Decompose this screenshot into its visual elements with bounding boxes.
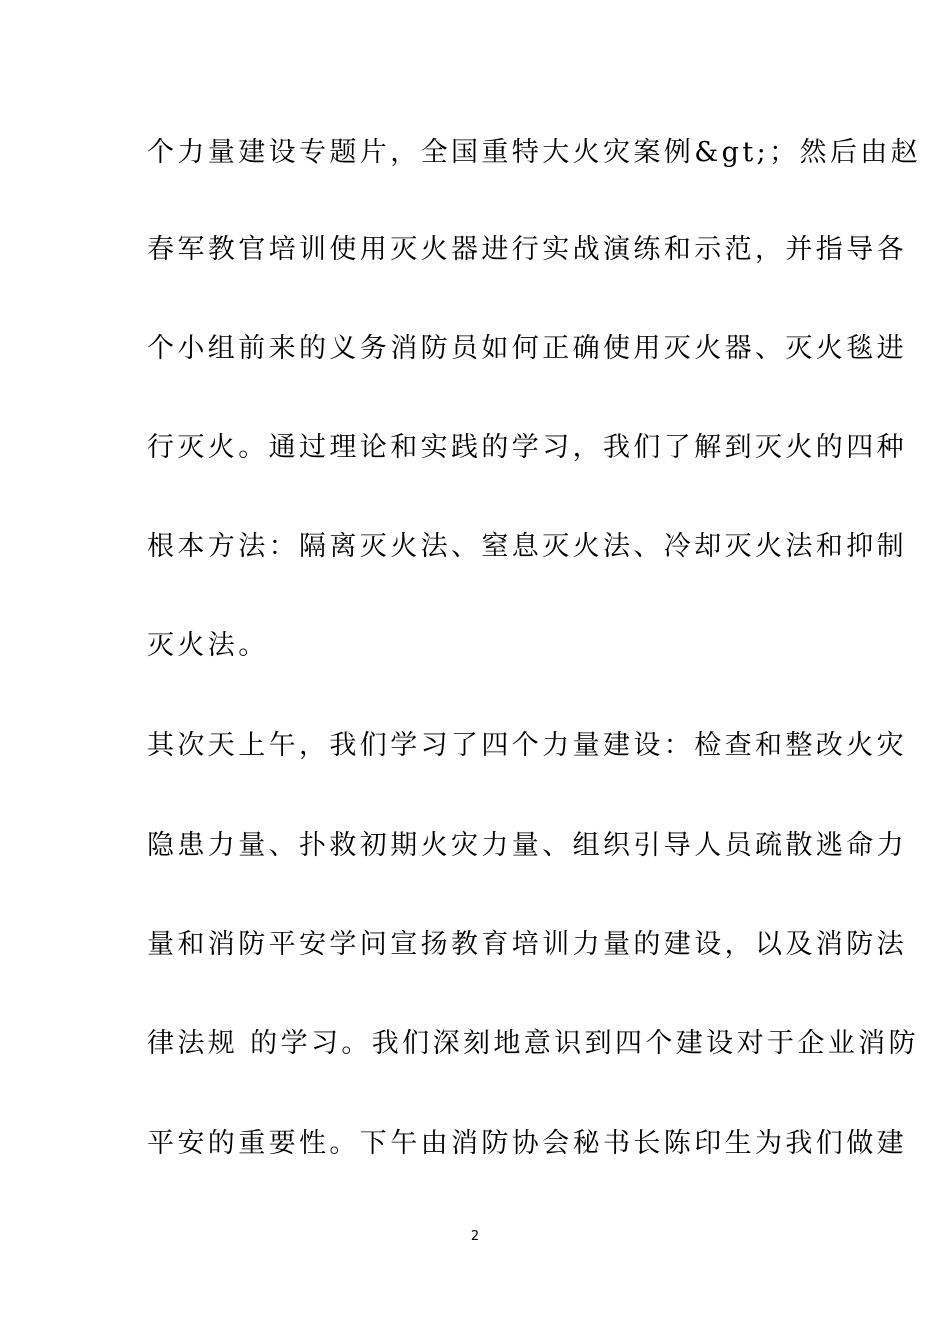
- text-line: 个小组前来的义务消防员如何正确使用灭火器、灭火毯进: [147, 333, 907, 364]
- text-line: 量和消防平安学问宣扬教育培训力量的建设，以及消防法: [147, 929, 907, 960]
- text-line: 个力量建设专题片，全国重特大火灾案例&gt;；然后由赵: [147, 137, 922, 168]
- text-line: 隐患力量、扑救初期火灾力量、组织引导人员疏散逃命力: [147, 830, 907, 861]
- page-number: 2: [470, 1229, 480, 1244]
- text-line: 灭火法。: [147, 630, 269, 661]
- text-line: 其次天上午，我们学习了四个力量建设：检查和整改火灾: [147, 730, 907, 761]
- text-line: 平安的重要性。下午由消防协会秘书长陈印生为我们做建: [147, 1128, 907, 1159]
- text-line: 律法规 的学习。我们深刻地意识到四个建设对于企业消防: [147, 1028, 919, 1059]
- text-line: 根本方法：隔离灭火法、窒息灭火法、冷却灭火法和抑制: [147, 531, 907, 562]
- text-line: 春军教官培训使用灭火器进行实战演练和示范，并指导各: [147, 234, 907, 265]
- text-line: 行灭火。通过理论和实践的学习，我们了解到灭火的四种: [147, 432, 907, 463]
